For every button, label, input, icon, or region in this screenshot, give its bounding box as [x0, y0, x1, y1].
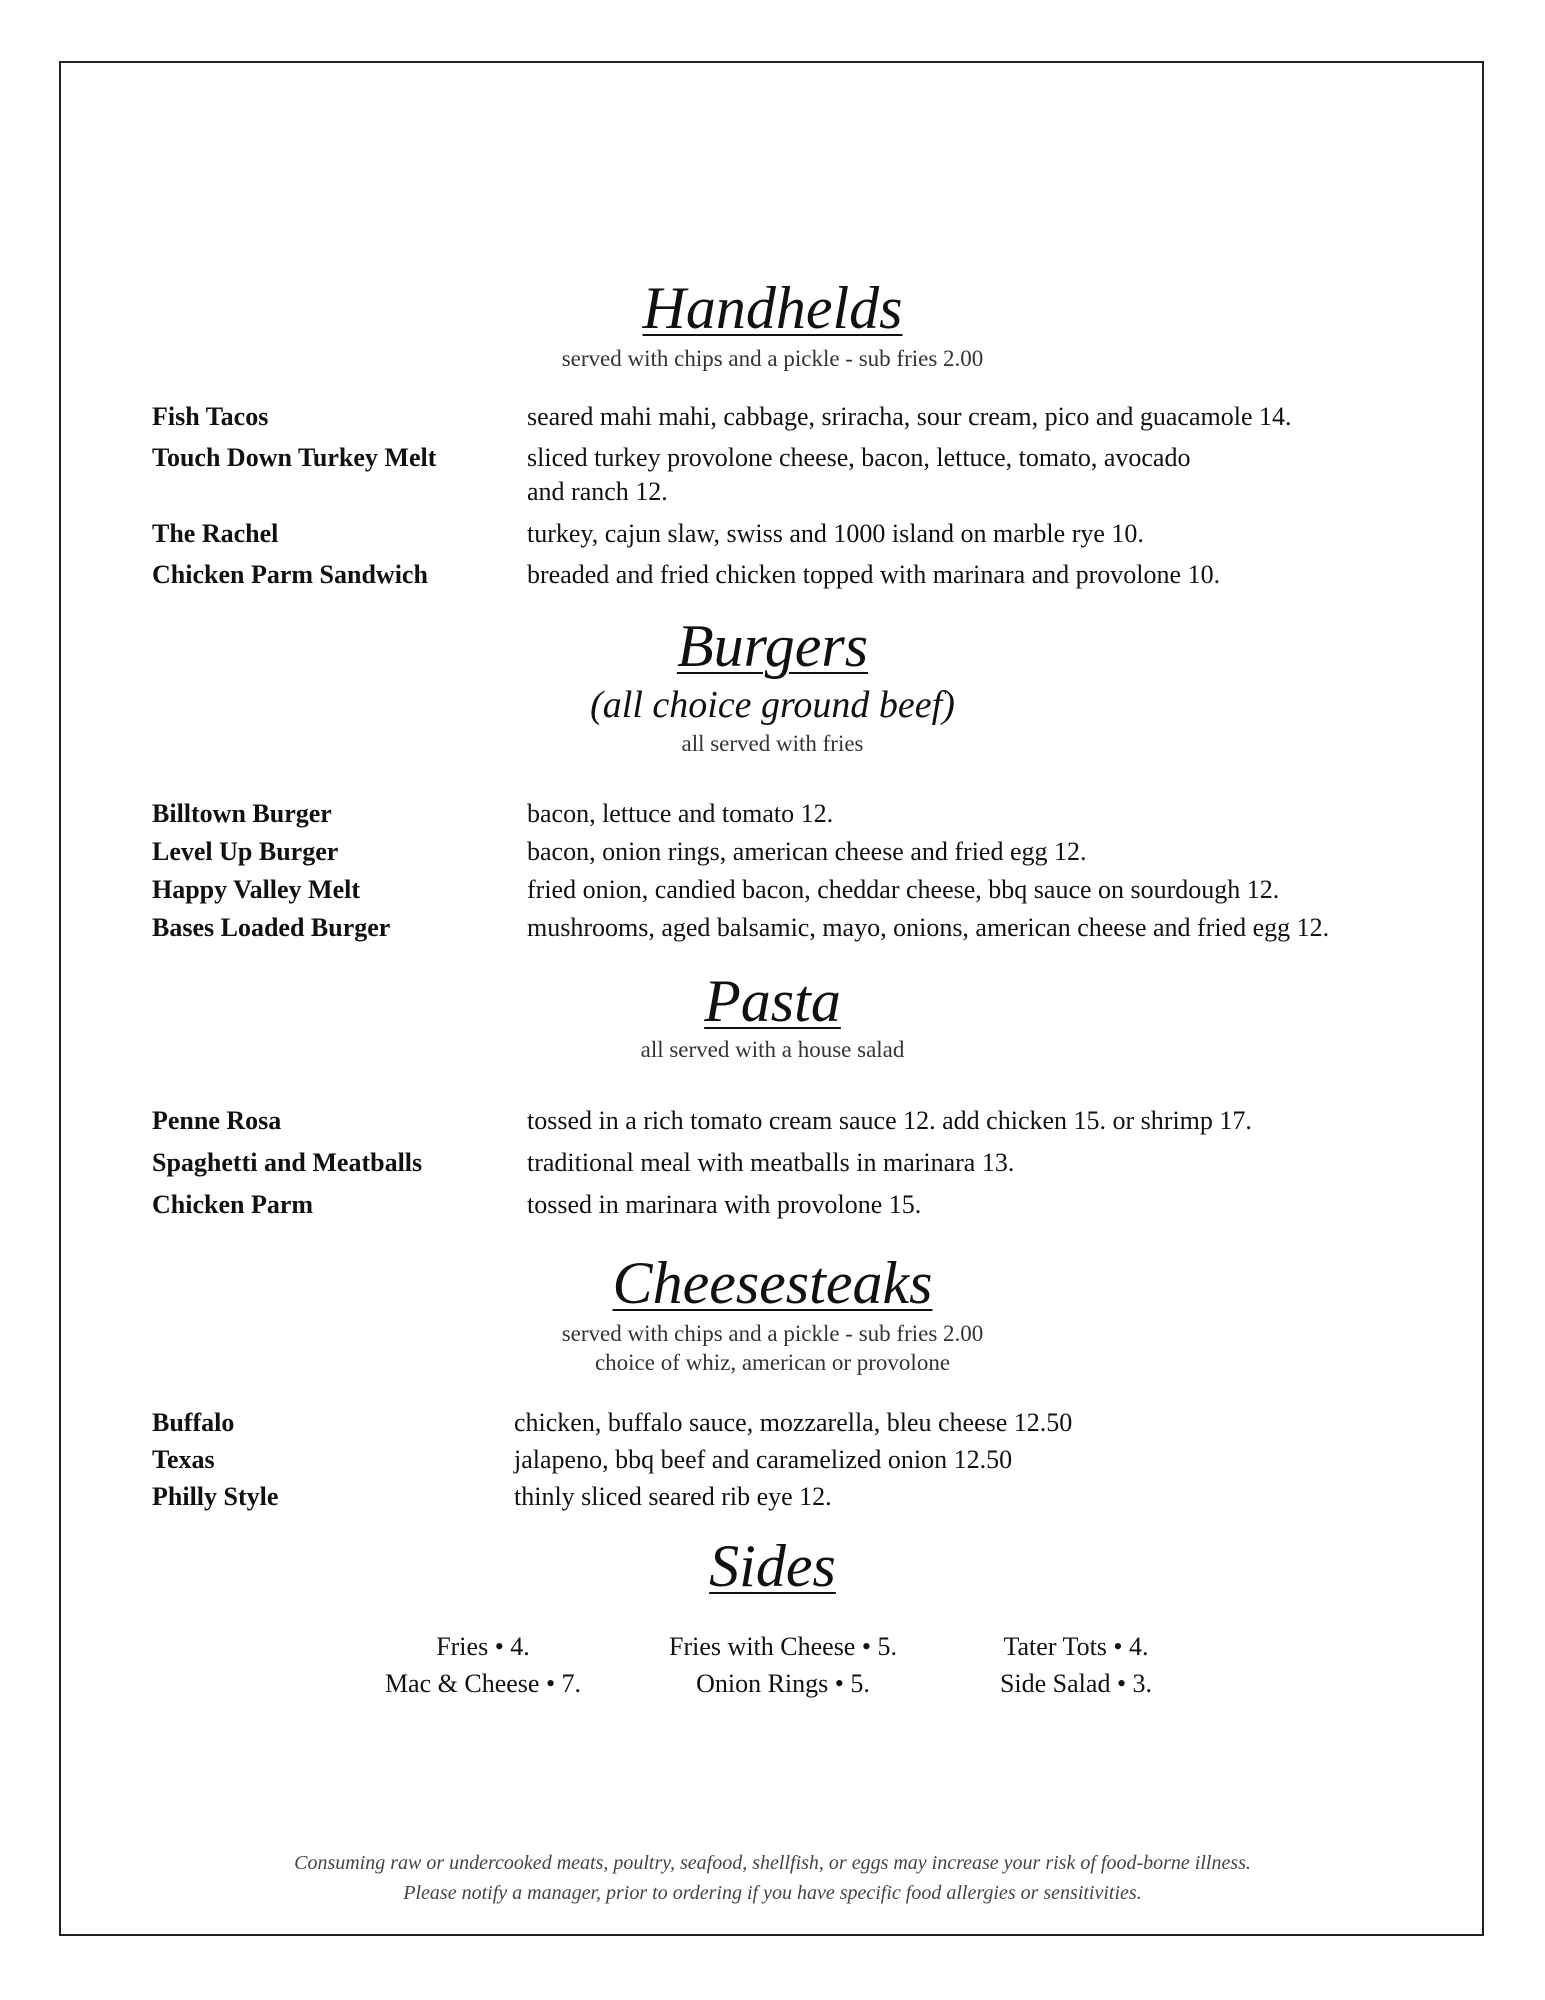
cheesesteaks-note-choice: choice of whiz, american or provolone: [594, 1350, 951, 1375]
side-item: Onion Rings • 5.: [696, 1669, 870, 1698]
item-name: Touch Down Turkey Melt: [152, 443, 437, 472]
side-item: Fries • 4.: [436, 1632, 530, 1661]
burgers-heading: Burgers: [676, 613, 869, 679]
item-name: Philly Style: [152, 1482, 279, 1511]
side-item: Fries with Cheese • 5.: [669, 1632, 897, 1661]
item-description: mushrooms, aged balsamic, mayo, onions, american cheese and fried egg 12.: [527, 913, 1330, 942]
item-description: turkey, cajun slaw, swiss and 1000 island on marble rye 10.: [527, 519, 1144, 548]
handhelds-heading: Handhelds: [642, 275, 903, 341]
item-description: fried onion, candied bacon, cheddar cheese, bbq sauce on sourdough 12.: [527, 875, 1280, 904]
item-description: jalapeno, bbq beef and caramelized onion 12.50: [514, 1445, 1013, 1474]
disclaimer-line-1: Consuming raw or undercooked meats, poultry, seafood, shellfish, or eggs may increase your risk of food-borne illness.: [294, 1852, 1251, 1874]
burgers-subtitle: (all choice ground beef): [590, 684, 955, 726]
item-name: Buffalo: [152, 1408, 235, 1437]
item-description: tossed in marinara with provolone 15.: [527, 1190, 922, 1219]
item-description: bacon, onion rings, american cheese and fried egg 12.: [527, 837, 1087, 866]
side-item: Mac & Cheese • 7.: [384, 1669, 582, 1698]
item-description: tossed in a rich tomato cream sauce 12. add chicken 15. or shrimp 17.: [527, 1106, 1252, 1135]
sides-heading: Sides: [709, 1533, 836, 1599]
handhelds-note: served with chips and a pickle - sub fries 2.00: [561, 346, 984, 371]
item-description: sliced turkey provolone cheese, bacon, lettuce, tomato, avocado: [527, 443, 1191, 472]
item-description: breaded and fried chicken topped with marinara and provolone 10.: [527, 560, 1221, 589]
item-description: traditional meal with meatballs in marinara 13.: [527, 1148, 1015, 1177]
burgers-note: all served with fries: [681, 731, 864, 756]
item-description: bacon, lettuce and tomato 12.: [527, 799, 834, 828]
pasta-note: all served with a house salad: [640, 1037, 905, 1062]
cheesesteaks-note: served with chips and a pickle - sub fries 2.00: [561, 1321, 984, 1346]
item-name: Bases Loaded Burger: [152, 913, 391, 942]
side-item: Tater Tots • 4.: [1003, 1632, 1149, 1661]
item-name: Spaghetti and Meatballs: [152, 1148, 423, 1177]
side-item: Side Salad • 3.: [999, 1669, 1153, 1698]
item-description: chicken, buffalo sauce, mozzarella, bleu cheese 12.50: [514, 1408, 1073, 1437]
item-name: Fish Tacos: [152, 402, 269, 431]
item-name: Penne Rosa: [152, 1106, 282, 1135]
item-description-continued: and ranch 12.: [527, 477, 668, 506]
item-name: Billtown Burger: [152, 799, 332, 828]
item-description: thinly sliced seared rib eye 12.: [514, 1482, 832, 1511]
item-name: The Rachel: [152, 519, 279, 548]
item-name: Level Up Burger: [152, 837, 339, 866]
item-name: Chicken Parm Sandwich: [152, 560, 428, 589]
disclaimer-line-2: Please notify a manager, prior to ordering if you have specific food allergies or sensitivities.: [403, 1882, 1142, 1904]
item-name: Happy Valley Melt: [152, 875, 361, 904]
pasta-heading: Pasta: [704, 968, 841, 1034]
item-description: seared mahi mahi, cabbage, sriracha, sour cream, pico and guacamole 14.: [527, 402, 1292, 431]
item-name: Texas: [152, 1445, 215, 1474]
item-name: Chicken Parm: [152, 1190, 314, 1219]
cheesesteaks-heading: Cheesesteaks: [612, 1250, 933, 1316]
